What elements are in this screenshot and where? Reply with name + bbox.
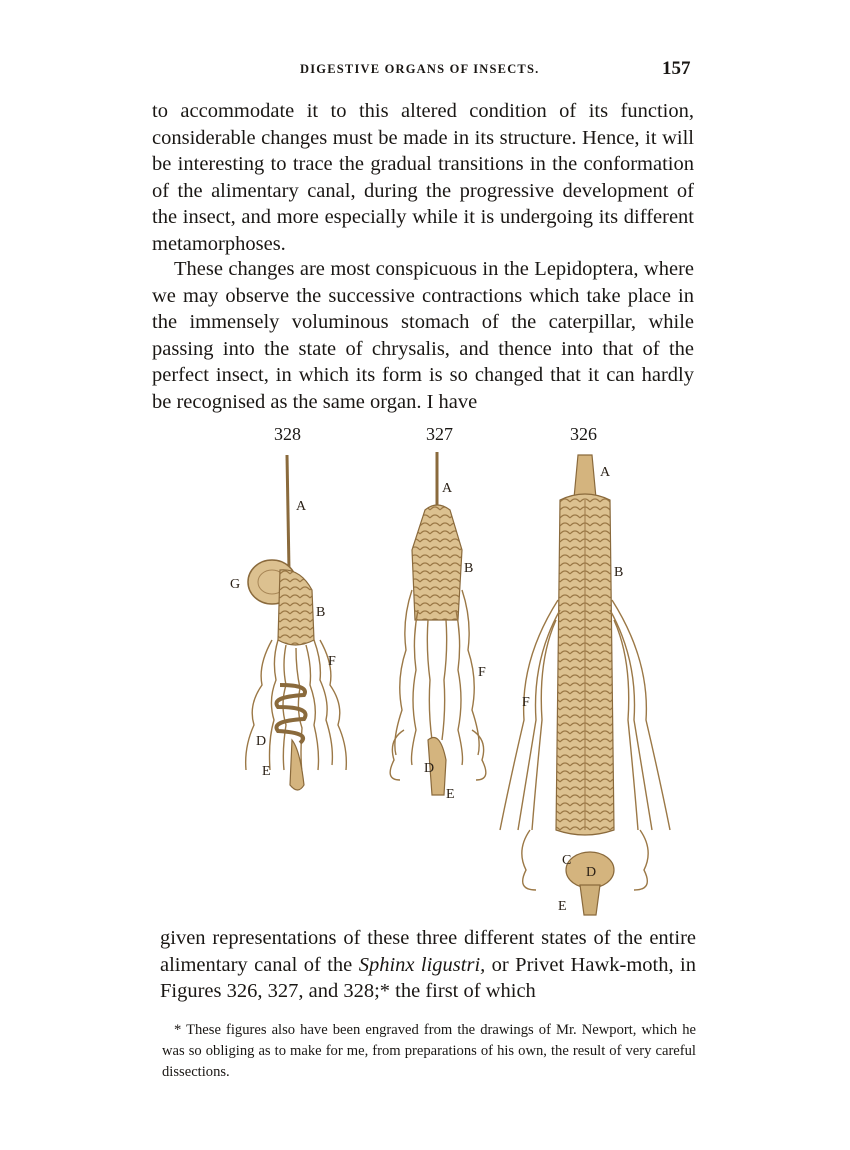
fig326-label-e: E <box>558 899 567 914</box>
fig328-label-g: G <box>230 577 241 592</box>
species-name: Sphinx ligustri, <box>358 953 486 976</box>
fig326-label-f: F <box>522 695 530 710</box>
fig328-label-b: B <box>316 605 326 620</box>
fig326-label-c: C <box>562 853 572 868</box>
fig328-label-d: D <box>256 734 267 749</box>
fig328-label-a: A <box>296 499 307 514</box>
figure-number-328: 328 <box>274 424 301 444</box>
fig326-label-a: A <box>600 465 611 480</box>
paragraph-1: to accommodate it to this altered condition of its function, considerable changes must be made in its structure. Hence, it will be interesting to trace the gradual transitions in the conformation of the alimentary canal, during the progressive development of the insect, and more especially while it is undergoing its different metamorphoses. <box>152 100 694 255</box>
fig326-label-d: D <box>586 865 597 880</box>
paragraph-3 <box>160 925 696 1005</box>
paragraph-3-end: or Privet Hawk-moth, in Figures 326, 327, and 328;* the first of which <box>160 953 696 1002</box>
fig327-label-e: E <box>446 787 455 802</box>
figure-327-illustration <box>390 452 486 802</box>
fig328-label-e: E <box>262 764 271 779</box>
figure-number-327: 327 <box>426 424 453 444</box>
figure-326-illustration <box>500 455 670 915</box>
paragraph-3-start: given representations of these three different states of the entire alimentary canal of the <box>160 927 696 976</box>
running-head: DIGESTIVE ORGANS OF INSECTS. <box>300 62 540 76</box>
alimentary-canal-figures <box>200 440 700 930</box>
footnote: * These figures also have been engraved from the drawings of Mr. Newport, which he was so obliging as to make for me, from preparations of his own, the result of very careful dissections. <box>162 1022 696 1080</box>
fig327-label-d: D <box>424 761 435 776</box>
fig327-label-b: B <box>464 561 474 576</box>
page-number: 157 <box>662 58 691 79</box>
fig326-label-b: B <box>614 565 624 580</box>
fig327-label-a: A <box>442 481 453 496</box>
fig327-label-f: F <box>478 665 486 680</box>
fig328-label-f: F <box>328 654 336 669</box>
paragraph-2: These changes are most conspicuous in the Lepidoptera, where we may observe the successive contractions which take place in the immensely voluminous stomach of the caterpillar, while passing into the state of chrysalis, and thence into that of the perfect insect, in which its form is so changed that it can hardly be recognised as the same organ. I have <box>152 258 694 413</box>
figure-number-326: 326 <box>570 424 597 444</box>
figure-328-illustration <box>230 455 346 790</box>
